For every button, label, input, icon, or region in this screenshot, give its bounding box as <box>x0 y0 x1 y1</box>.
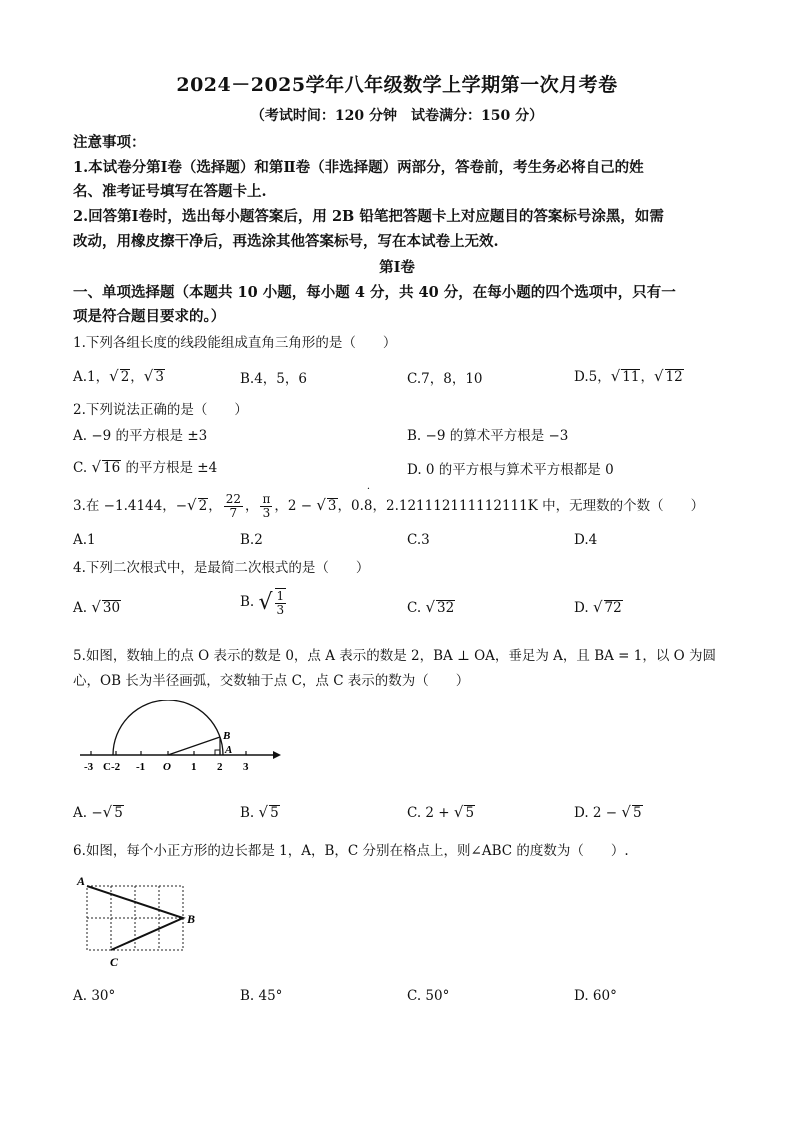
question-6-stem: 6.如图，每个小正方形的边长都是 1，A，B，C 分别在格点上，则∠ABC 的度数为（ ）. <box>73 843 629 859</box>
q6-option-a: A. 30° <box>73 988 116 1004</box>
q2-option-a: A. −9 的平方根是 ±3 <box>73 428 208 444</box>
q4-option-d: D. √ 72 <box>574 598 622 616</box>
q6-option-b: B. 45° <box>240 988 283 1004</box>
q1-option-d: D.5，√ 11，√ 12 <box>574 367 683 385</box>
svg-text:-3: -3 <box>84 761 94 773</box>
fraction-22-7: $\frac{22}{7}$ <box>225 492 241 520</box>
label-b: B <box>223 730 231 742</box>
notes-heading: 注意事项： <box>73 134 146 151</box>
label-b: B <box>187 912 196 926</box>
fraction-1-3: $\frac{1}{3}$ <box>276 589 285 617</box>
question-5-line-1: 5.如图，数轴上的点 O 表示的数是 0，点 A 表示的数是 2，BA ⊥ OA，垂足为 A，且 BA = 1，以 O 为圆 <box>73 648 717 664</box>
exam-title: 2024－2025学年八年级数学上学期第一次月考卷 <box>176 74 618 96</box>
q2-option-d: D. 0 的平方根与算术平方根都是 0 <box>407 462 614 478</box>
right-angle-mark <box>215 750 220 755</box>
notes-line-2: 名、准考证号填写在答题卡上. <box>73 183 267 200</box>
exam-subtitle: （考试时间：120 分钟 试卷满分：150 分） <box>250 108 544 124</box>
q3-option-c: C.3 <box>407 532 430 548</box>
svg-text:3: 3 <box>243 761 249 773</box>
volume-heading: 第Ⅰ卷 <box>379 259 415 276</box>
axis-arrow <box>273 751 281 759</box>
question-3-stem: 3.在 −1.4144，−√ 2， $\frac{22}{7}$ ， $\frac{\pi}{3}$ ，2 − √ 3，0.8 · ，2.121112111112111K 中，无理数的个数（ ） <box>73 488 733 523</box>
q2-option-b: B. −9 的算术平方根是 −3 <box>407 428 569 444</box>
notes-line-4: 改动，用橡皮擦干净后，再选涂其他答案标号，写在本试卷上无效. <box>73 233 499 250</box>
axis-labels <box>84 761 249 773</box>
q3-option-d: D.4 <box>574 532 598 548</box>
q1-option-b: B.4，5，6 <box>240 371 307 387</box>
q3-option-a: A.1 <box>73 532 96 548</box>
q2-option-c: C. √ 16 的平方根是 ±4 <box>73 458 218 476</box>
svg-text:O: O <box>163 761 171 773</box>
notes-line-1: 1.本试卷分第Ⅰ卷（选择题）和第Ⅱ卷（非选择题）两部分，答卷前，考生务必将自己的姓 <box>73 159 644 176</box>
q5-option-c: C. 2 + √ 5 <box>407 803 475 821</box>
svg-text:C-2: C-2 <box>103 761 121 773</box>
svg-text:2: 2 <box>217 761 223 773</box>
q1-option-a: A.1，√ 2，√ 3 <box>73 367 164 385</box>
q6-option-c: C. 50° <box>407 988 450 1004</box>
q5-option-a: A. −√ 5 <box>73 803 123 821</box>
grid-figure <box>73 868 208 973</box>
q4-option-c: C. √ 32 <box>407 598 455 616</box>
question-5-line-2: 心，OB 长为半径画弧，交数轴于点 C，点 C 表示的数为（ ） <box>73 673 470 689</box>
number-line-figure <box>75 700 285 775</box>
q5-option-b: B. √ 5 <box>240 803 279 821</box>
fraction-pi-3: $\frac{\pi}{3}$ <box>262 492 271 520</box>
repeating-decimal: 8 · <box>363 484 373 514</box>
question-2-stem: 2.下列说法正确的是（ ） <box>73 402 248 418</box>
question-1-stem: 1.下列各组长度的线段能组成直角三角形的是（ ） <box>73 335 397 351</box>
question-4-stem: 4.下列二次根式中，是最简二次根式的是（ ） <box>73 560 370 576</box>
label-a: A <box>225 744 233 756</box>
q5-option-d: D. 2 − √ 5 <box>574 803 642 821</box>
notes-line-3: 2.回答第Ⅰ卷时，选出每小题答案后，用 2B 铅笔把答题卡上对应题目的答案标号涂黑，如需 <box>73 208 664 225</box>
q1-option-c: C.7，8，10 <box>407 371 483 387</box>
q4-option-b: B. √ $\frac{1}{3}$ <box>240 589 285 617</box>
label-c: C <box>110 955 119 969</box>
section-heading-1: 一、单项选择题（本题共 10 小题，每小题 4 分，共 40 分，在每小题的四个选项中，只有一 <box>73 284 676 301</box>
svg-text:-1: -1 <box>136 761 146 773</box>
q4-option-a: A. √ 30 <box>73 598 121 616</box>
q6-option-d: D. 60° <box>574 988 617 1004</box>
section-heading-2: 项是符合题目要求的。） <box>73 308 226 325</box>
q3-option-b: B.2 <box>240 532 263 548</box>
label-a: A <box>77 874 86 888</box>
svg-text:1: 1 <box>191 761 197 773</box>
arc <box>113 700 223 755</box>
